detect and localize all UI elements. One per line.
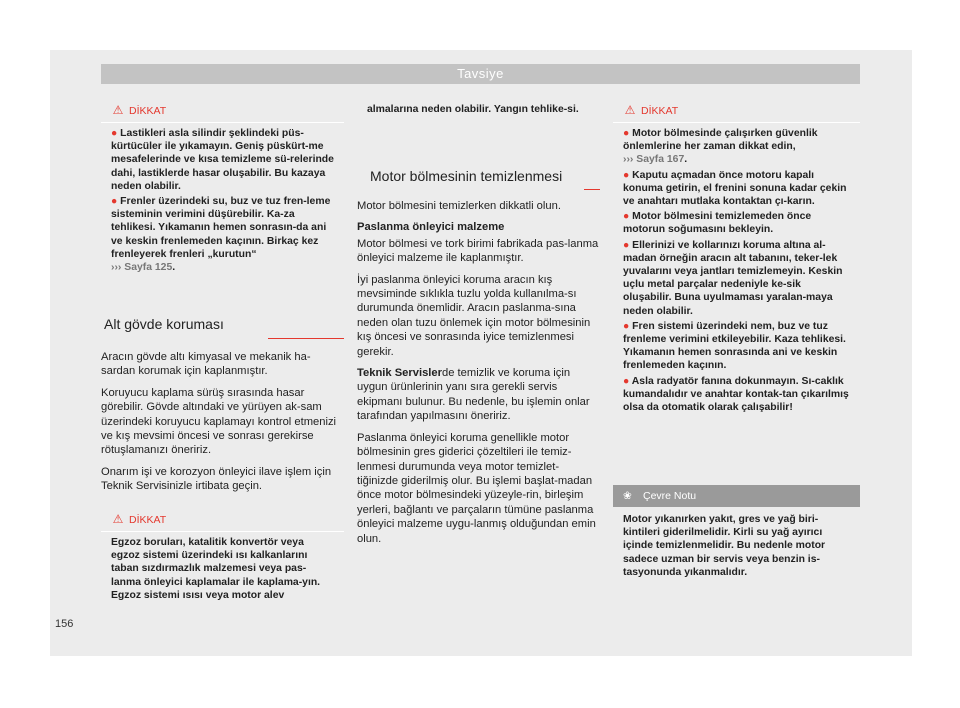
section-divider — [584, 189, 600, 190]
warning-title-text: DİKKAT — [641, 105, 679, 117]
page-link[interactable]: Sayfa 125 — [124, 262, 173, 274]
warning-title — [613, 98, 860, 123]
paragraph: Koruyucu kaplama sürüş sırasında hasar görebilir. Gövde altındaki ve yürüyen ak-sam üzerindeki koruyucu kaplamayı kontrol etmenizi ve kış mevsimi öncesi ve sonrası gerekirse rötuşlamanızı öneririz. — [101, 386, 337, 457]
warning-bullet: ● Fren sistemi üzerindeki nem, buz ve tuz frenleme verimini etkileyebilir. Kaza tehlikesi. Yıkamanın hemen sonrasında ani ve keskin frenlemeden kaçının. — [623, 320, 846, 372]
engine-text — [357, 199, 600, 553]
warning-title — [101, 507, 344, 532]
paragraph: Motor bölmesini temizlerken dikkatli olun. — [357, 200, 561, 212]
warning-body — [101, 532, 344, 610]
warning-title-text: DİKKAT — [129, 105, 167, 117]
page-link-arrows: ››› — [111, 262, 122, 274]
paragraph: Motor bölmesi ve tork birimi fabrikada pas-lanma önleyici malzeme ile kaplanmıştır. — [357, 237, 599, 265]
bullet-icon: ● — [623, 128, 633, 139]
warning-box-continued — [357, 98, 600, 140]
bullet-icon: ● — [623, 375, 632, 387]
bullet-icon: ● — [111, 196, 121, 208]
warning-title — [101, 98, 344, 123]
leaf-icon: ❀ — [623, 490, 632, 502]
warning-bullet: ● Motor bölmesini temizlemeden önce motorun soğumasını bekleyin. — [623, 211, 812, 236]
environment-note-box — [613, 485, 860, 585]
section-divider — [268, 338, 344, 339]
warning-bullet: ● Asla radyatör fanına dokunmayın. Sı-caklık kumandalıdır ve anahtar kontak-tan çıkarılmış olsa da otomatik olarak çalışabilir! — [623, 375, 849, 414]
warning-bullet: ● Frenler üzerindeki su, buz ve tuz fren-leme sisteminin verimini düşürebilir. Ka-za tehlikesi. Yıkamanın hemen sonrasın-da ani ve keskin frenlemeden kaçının. Birkaç kez frenleyerek frenleri „kurutun“ ››› Sayfa 125. — [111, 196, 331, 274]
paragraph: Teknik Servislerde temizlik ve koruma için uygun ürünlerinin yanı sıra gerekli servis ekipmanı bulunur. Bu nedenle, bu işlemin onlar tarafından yapılmasını öneririz. — [357, 367, 590, 423]
warning-title-text: DİKKAT — [129, 514, 167, 526]
warning-box-tires — [101, 98, 344, 290]
warning-body — [357, 98, 600, 124]
warning-text: Egzoz boruları, katalitik konvertör veya egzoz sistemi üzerindeki ısı kalkanlarını taban sızdırmazlık malzemesi veya pas-lanma önleyici kaplamalar ile kaplama-yın. Egzoz sistemi ısısı veya motor alev — [111, 537, 321, 601]
page-link[interactable]: Sayfa 167 — [636, 154, 685, 166]
environment-note-text: Motor yıkanırken yakıt, gres ve yağ biri-kintileri giderilmelidir. Kirli su yağ ayırıcı içinde temizlenmelidir. Bu nedenle motor sadece uzman bir servis veya benzin is-tasyonunda yıkanmalıdır. — [623, 514, 826, 578]
subheading: Paslanma önleyici malzeme — [357, 221, 505, 234]
warning-bullet: ● Kaputu açmadan önce motoru kapalı konuma getirin, el frenini sonuna kadar çekin ve anahtarı mutlaka kontaktan çı-karın. — [623, 169, 847, 208]
warning-box-engine — [613, 98, 860, 473]
warning-bullet: ● Motor bölmesinde çalışırken güvenlik önlemlerine her zaman dikkat edin, ››› Sayfa 167. — [623, 128, 818, 166]
warning-triangle-icon: ⚠ — [112, 512, 124, 526]
page-number: 156 — [55, 618, 74, 630]
section-title-engine: Motor bölmesinin temizlenmesi — [370, 168, 563, 184]
warning-body — [613, 123, 860, 422]
paragraph: Paslanma önleyici koruma genellikle motor bölmesinin gres giderici çözeltileri ile temiz-lenmesi durumunda veya motor temizlet-tiğinizde giderilmiş olur. Bu işlemi başlat-madan önce motor bölmesindeki yüzeyle-rin, birleşim yerleri, bağlantı ve parçaların tümüne paslanma önleyici malzeme uygu-lanmış olduğundan emin olun. — [357, 431, 596, 545]
page-header: Tavsiye — [101, 64, 860, 84]
bullet-icon: ● — [623, 320, 633, 332]
underbody-text — [101, 350, 344, 501]
bullet-icon: ● — [623, 239, 633, 251]
page-link-arrows: ››› — [623, 154, 634, 166]
paragraph: Onarım işi ve korozyon önleyici ilave işlem için Teknik Servisinizle irtibata geçin. — [101, 465, 332, 493]
paragraph: Aracın gövde altı kimyasal ve mekanik ha-sardan korumak için kaplanmıştır. — [101, 351, 311, 378]
bullet-icon: ● — [111, 128, 121, 139]
warning-body — [101, 123, 344, 282]
warning-text: almalarına neden olabilir. Yangın tehlike-si. — [367, 104, 579, 115]
environment-note-title: ❀ Çevre Notu — [613, 485, 860, 507]
warning-triangle-icon: ⚠ — [112, 103, 124, 117]
paragraph: İyi paslanma önleyici koruma aracın kış mevsiminde sıklıkla tuzlu yolda kullanılma-sı durumunda önemlidir. Aracın paslanma-sına neden olan tuzu önlemek için motor bölmesinin kış öncesi ve sonrasında iyice temizlenmesi gerekir. — [357, 273, 591, 358]
section-title-underbody: Alt gövde koruması — [104, 316, 224, 332]
warning-triangle-icon: ⚠ — [624, 103, 636, 117]
warning-box-exhaust — [101, 507, 344, 603]
bullet-icon: ● — [623, 169, 633, 181]
environment-note-body — [613, 507, 860, 587]
bullet-icon: ● — [623, 211, 633, 223]
warning-bullet: ● Ellerinizi ve kollarınızı koruma altına al-madan örneğin aracın alt tabanını, teker-lek yuvalarını veya jantları temizlemeyin. Keskin uçlu metal parçalar nedeniyle ke-sik oluşabilir. Buna uyulmaması yaralan-maya neden olabilir. — [623, 239, 843, 317]
warning-bullet: ● Lastikleri asla silindir şeklindeki püs-kürtücüler ile yıkamayın. Geniş püskürt-me mesafelerinde ve kısa temizleme sü-relerinde dahi, lastiklerde hasar oluşabilir. Bu kazaya neden olabilir. — [111, 128, 334, 192]
